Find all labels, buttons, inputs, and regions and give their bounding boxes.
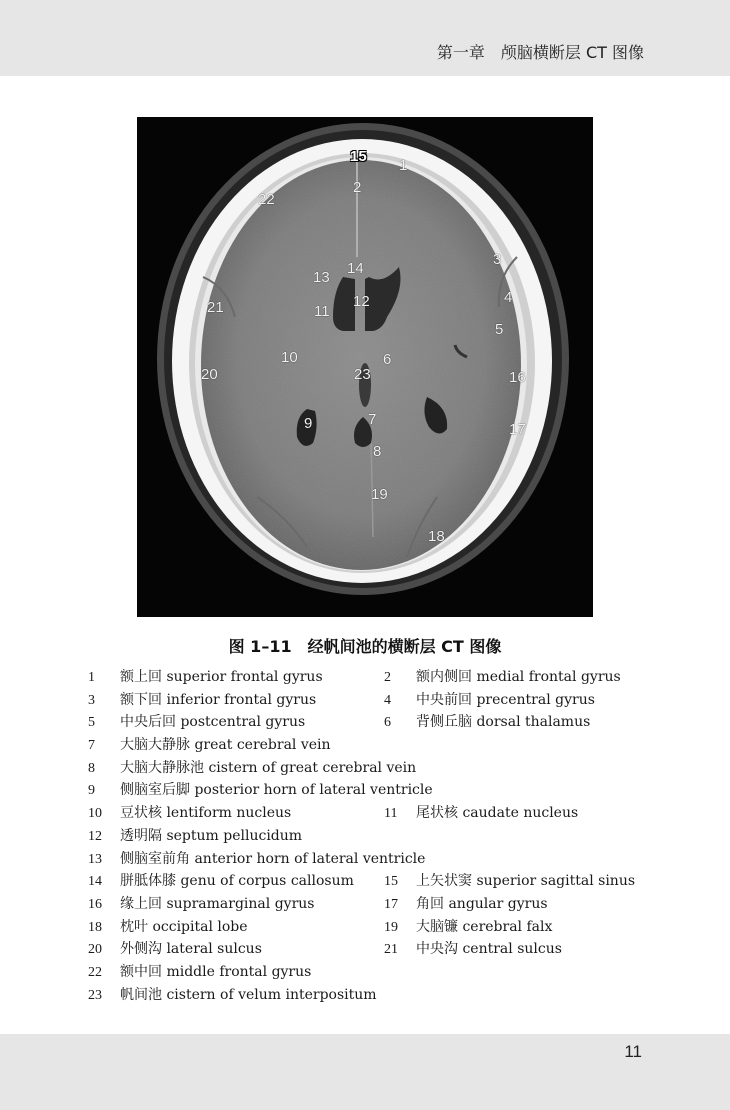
label-15: 15 [350, 148, 367, 165]
legend-number: 23 [88, 987, 102, 1003]
label-14: 14 [347, 260, 364, 277]
legend-number: 11 [384, 806, 398, 822]
legend-term-zh: 额下回 [120, 691, 162, 708]
legend-term-zh: 帆间池 [120, 986, 162, 1003]
legend-term-zh: 上矢状窦 [416, 873, 472, 890]
legend-term-zh: 豆状核 [120, 805, 162, 822]
legend-term-en: septum pellucidum [166, 827, 303, 844]
legend-row [88, 938, 688, 961]
legend-number: 16 [88, 896, 102, 912]
legend-term-en: lateral sulcus [166, 941, 262, 958]
legend-term-en: cerebral falx [462, 918, 553, 935]
legend-number: 20 [88, 942, 102, 958]
legend-term-zh: 大脑大静脉 [120, 737, 190, 754]
legend-number: 15 [384, 874, 398, 890]
legend-term-en: great cerebral vein [194, 737, 331, 754]
legend-term-en: lentiform nucleus [166, 805, 292, 822]
legend-number: 8 [88, 760, 95, 776]
label-19: 19 [371, 486, 388, 503]
legend-number: 18 [88, 919, 102, 935]
legend-item [384, 711, 590, 735]
label-17: 17 [509, 421, 526, 438]
legend-item [88, 805, 291, 821]
legend-term-en: dorsal thalamus [476, 714, 591, 731]
legend-item [88, 873, 354, 889]
legend-row [88, 734, 688, 757]
legend-term-en: precentral gyrus [476, 691, 595, 708]
legend-number: 4 [384, 692, 391, 708]
legend-term-zh: 额中回 [120, 963, 162, 980]
legend-term-en: postcentral gyrus [180, 714, 306, 731]
label-21: 21 [207, 299, 224, 316]
legend-row [88, 848, 688, 871]
legend-term-zh: 枕叶 [120, 918, 148, 935]
legend-item [88, 896, 314, 912]
legend-row [88, 893, 688, 916]
legend-term-zh: 额上回 [120, 669, 162, 685]
label-3: 3 [493, 251, 502, 268]
legend-item [384, 666, 621, 690]
label-6: 6 [383, 351, 392, 368]
legend [88, 666, 688, 1006]
legend-item [88, 782, 433, 798]
page-number: 11 [624, 1042, 642, 1061]
legend-row [88, 984, 688, 1007]
legend-term-zh: 透明隔 [120, 827, 162, 844]
legend-row [88, 757, 688, 780]
label-10: 10 [281, 349, 298, 366]
legend-row [88, 666, 688, 689]
legend-term-zh: 角回 [416, 895, 444, 912]
legend-term-zh: 胼胝体膝 [120, 873, 176, 890]
legend-item [384, 893, 548, 917]
legend-row [88, 825, 688, 848]
legend-term-zh: 中央沟 [416, 941, 458, 958]
legend-term-zh: 背侧丘脑 [416, 714, 472, 731]
legend-term-en: caudate nucleus [462, 805, 579, 822]
legend-item [88, 737, 331, 753]
legend-item [88, 692, 316, 708]
label-2: 2 [353, 179, 362, 196]
legend-row [88, 802, 688, 825]
legend-number: 19 [384, 919, 398, 935]
legend-number: 2 [384, 670, 391, 685]
legend-number: 1 [88, 670, 95, 685]
legend-row [88, 689, 688, 712]
legend-term-en: superior sagittal sinus [476, 873, 636, 890]
figure-caption: 图 1–11 经帆间池的横断层 CT 图像 [228, 637, 502, 656]
legend-term-en: posterior horn of lateral ventricle [194, 782, 433, 799]
legend-number: 3 [88, 692, 95, 708]
legend-number: 17 [384, 896, 398, 912]
label-9: 9 [304, 415, 313, 432]
legend-term-en: cistern of velum interpositum [166, 986, 377, 1003]
legend-row [88, 961, 688, 984]
label-23: 23 [354, 366, 371, 383]
legend-row [88, 870, 688, 893]
legend-row [88, 779, 688, 802]
legend-number: 21 [384, 942, 398, 958]
label-20: 20 [201, 366, 218, 383]
legend-term-en: angular gyrus [448, 895, 548, 912]
label-16: 16 [509, 369, 526, 386]
legend-term-en: inferior frontal gyrus [166, 691, 317, 708]
legend-item [88, 964, 311, 980]
label-4: 4 [504, 289, 513, 306]
legend-term-en: occipital lobe [152, 918, 248, 935]
label-22: 22 [258, 191, 275, 208]
legend-term-zh: 缘上回 [120, 895, 162, 912]
legend-term-en: superior frontal gyrus [166, 669, 323, 685]
legend-row [88, 916, 688, 939]
legend-term-en: anterior horn of lateral ventricle [194, 850, 426, 867]
legend-term-zh: 尾状核 [416, 805, 458, 822]
label-7: 7 [368, 411, 377, 428]
legend-term-zh: 侧脑室前角 [120, 850, 190, 867]
legend-term-en: genu of corpus callosum [180, 873, 354, 890]
legend-item [88, 760, 416, 776]
legend-item [384, 802, 578, 826]
legend-term-zh: 中央后回 [120, 714, 176, 731]
legend-number: 13 [88, 851, 102, 867]
page-footer [0, 1034, 730, 1110]
legend-term-en: medial frontal gyrus [476, 669, 621, 685]
label-11: 11 [314, 303, 330, 320]
label-13: 13 [313, 269, 330, 286]
legend-number: 22 [88, 964, 102, 980]
legend-item [384, 938, 562, 962]
legend-item [88, 828, 302, 844]
legend-item [384, 870, 635, 894]
label-8: 8 [373, 443, 382, 460]
legend-number: 14 [88, 874, 102, 890]
label-5: 5 [495, 321, 504, 338]
legend-number: 10 [88, 806, 102, 822]
ct-scan-image [137, 117, 593, 617]
legend-item [88, 919, 248, 935]
label-12: 12 [353, 293, 370, 310]
legend-item [384, 689, 595, 713]
legend-number: 12 [88, 828, 102, 844]
chapter-title: 第一章 颅脑横断层 CT 图像 [436, 43, 644, 62]
legend-term-zh: 大脑镰 [416, 918, 458, 935]
legend-term-zh: 外侧沟 [120, 941, 162, 958]
legend-number: 7 [88, 738, 95, 754]
legend-number: 9 [88, 783, 95, 799]
legend-item [88, 669, 323, 685]
legend-item [384, 916, 552, 940]
legend-term-zh: 额内侧回 [416, 669, 472, 685]
legend-item [88, 851, 425, 867]
label-1: 1 [399, 157, 408, 174]
legend-term-en: supramarginal gyrus [166, 895, 315, 912]
legend-term-zh: 侧脑室后脚 [120, 782, 190, 799]
page-header [0, 0, 730, 76]
legend-item [88, 714, 305, 730]
legend-term-zh: 中央前回 [416, 691, 472, 708]
legend-term-zh: 大脑大静脉池 [120, 759, 204, 776]
legend-term-en: middle frontal gyrus [166, 963, 312, 980]
legend-item [88, 941, 262, 957]
legend-row [88, 711, 688, 734]
legend-item [88, 987, 377, 1003]
label-18: 18 [428, 528, 445, 545]
legend-term-en: central sulcus [462, 941, 562, 958]
legend-number: 5 [88, 715, 95, 731]
legend-term-en: cistern of great cerebral vein [208, 759, 417, 776]
legend-number: 6 [384, 715, 391, 731]
